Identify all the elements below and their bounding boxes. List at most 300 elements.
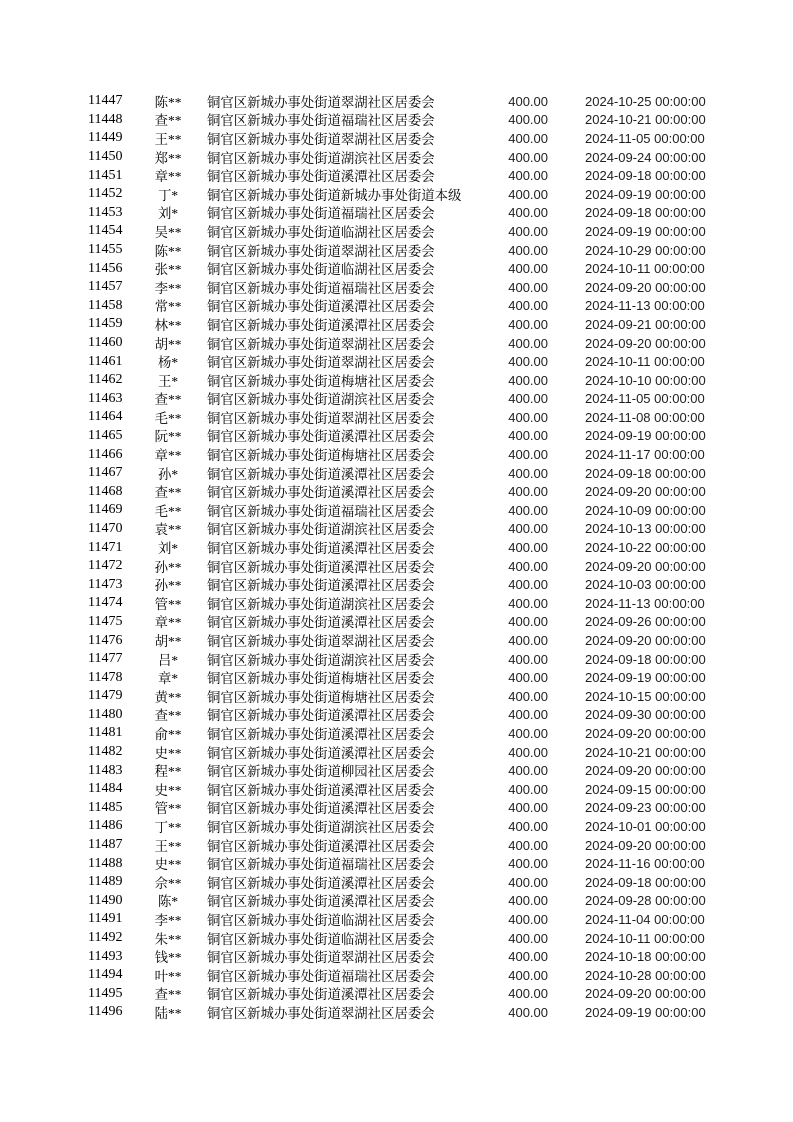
datetime: 2024-09-19 00:00:00	[585, 186, 706, 202]
datetime: 2024-09-20 00:00:00	[585, 763, 706, 779]
org-name: 铜官区新城办事处街道临湖社区居委会	[207, 912, 435, 928]
datetime: 2024-09-19 00:00:00	[585, 670, 706, 686]
datetime: 2024-09-23 00:00:00	[585, 800, 706, 816]
person-name: 刘*	[157, 206, 179, 222]
table-row	[88, 613, 715, 632]
datetime: 2024-09-20 00:00:00	[585, 335, 706, 351]
person-name: 吴**	[154, 224, 182, 240]
person-name: 黄**	[154, 689, 182, 705]
person-name: 章**	[154, 169, 182, 185]
datetime: 2024-09-28 00:00:00	[585, 893, 706, 909]
person-name: 王**	[154, 131, 182, 147]
org-name: 铜官区新城办事处街道溪潭社区居委会	[207, 559, 435, 575]
amount: 400.00	[508, 986, 548, 1002]
person-name: 刘*	[157, 541, 179, 557]
amount: 400.00	[508, 93, 548, 109]
row-id: 11491	[88, 911, 123, 927]
datetime: 2024-09-26 00:00:00	[585, 614, 706, 630]
datetime: 2024-10-11 00:00:00	[585, 261, 705, 277]
table-row	[88, 724, 715, 743]
amount: 400.00	[508, 911, 548, 927]
org-name: 铜官区新城办事处街道福瑞社区居委会	[207, 113, 435, 129]
person-name: 毛**	[154, 503, 182, 519]
datetime: 2024-09-19 00:00:00	[585, 428, 706, 444]
amount: 400.00	[508, 577, 548, 593]
amount: 400.00	[508, 223, 548, 239]
person-name: 李**	[154, 912, 182, 928]
table-row	[88, 947, 715, 966]
org-name: 铜官区新城办事处街道湖滨社区居委会	[207, 596, 435, 612]
datetime: 2024-09-20 00:00:00	[585, 279, 706, 295]
person-name: 郑**	[154, 150, 182, 166]
org-name: 铜官区新城办事处街道溪潭社区居委会	[207, 466, 435, 482]
amount: 400.00	[508, 279, 548, 295]
org-name: 铜官区新城办事处街道溪潭社区居委会	[207, 615, 435, 631]
amount: 400.00	[508, 893, 548, 909]
person-name: 杨*	[157, 355, 179, 371]
person-name: 胡**	[154, 634, 182, 650]
amount: 400.00	[508, 205, 548, 221]
row-id: 11483	[88, 762, 123, 778]
org-name: 铜官区新城办事处街道福瑞社区居委会	[207, 857, 435, 873]
amount: 400.00	[508, 391, 548, 407]
table-row	[88, 985, 715, 1004]
org-name: 铜官区新城办事处街道临湖社区居委会	[207, 931, 435, 947]
row-id: 11478	[88, 669, 123, 685]
datetime: 2024-11-13 00:00:00	[585, 595, 705, 611]
table-row	[88, 706, 715, 725]
row-id: 11495	[88, 985, 123, 1001]
org-name: 铜官区新城办事处街道梅塘社区居委会	[207, 373, 435, 389]
amount: 400.00	[508, 521, 548, 537]
table-row	[88, 222, 715, 241]
person-name: 丁**	[154, 819, 182, 835]
person-name: 吕*	[157, 652, 179, 668]
amount: 400.00	[508, 447, 548, 463]
org-name: 铜官区新城办事处街道溪潭社区居委会	[207, 894, 435, 910]
person-name: 章*	[157, 671, 179, 687]
table-row	[88, 836, 715, 855]
amount: 400.00	[508, 1004, 548, 1020]
amount: 400.00	[508, 409, 548, 425]
person-name: 史**	[154, 857, 182, 873]
row-id: 11470	[88, 520, 123, 536]
table-row	[88, 166, 715, 185]
row-id: 11456	[88, 260, 123, 276]
table-row	[88, 929, 715, 948]
amount: 400.00	[508, 484, 548, 500]
org-name: 铜官区新城办事处街道新城办事处街道本级	[207, 187, 462, 203]
row-id: 11496	[88, 1004, 123, 1020]
org-name: 铜官区新城办事处街道溪潭社区居委会	[207, 578, 435, 594]
datetime: 2024-11-05 00:00:00	[585, 391, 705, 407]
amount: 400.00	[508, 316, 548, 332]
org-name: 铜官区新城办事处街道溪潭社区居委会	[207, 317, 435, 333]
datetime: 2024-11-16 00:00:00	[585, 856, 705, 872]
org-name: 铜官区新城办事处街道溪潭社区居委会	[207, 485, 435, 501]
table-row	[88, 297, 715, 316]
org-name: 铜官区新城办事处街道福瑞社区居委会	[207, 503, 435, 519]
amount: 400.00	[508, 502, 548, 518]
amount: 400.00	[508, 837, 548, 853]
row-id: 11459	[88, 316, 123, 332]
table-row	[88, 259, 715, 278]
table-row	[88, 594, 715, 613]
row-id: 11477	[88, 651, 123, 667]
org-name: 铜官区新城办事处街道溪潭社区居委会	[207, 987, 435, 1003]
datetime: 2024-09-19 00:00:00	[585, 1004, 706, 1020]
table-row	[88, 966, 715, 985]
table-row	[88, 390, 715, 409]
amount: 400.00	[508, 818, 548, 834]
table-row	[88, 315, 715, 334]
table-row	[88, 148, 715, 167]
row-id: 11473	[88, 576, 123, 592]
amount: 400.00	[508, 428, 548, 444]
table-row	[88, 780, 715, 799]
org-name: 铜官区新城办事处街道溪潭社区居委会	[207, 541, 435, 557]
amount: 400.00	[508, 354, 548, 370]
person-name: 陈*	[157, 894, 179, 910]
datetime: 2024-11-08 00:00:00	[585, 409, 705, 425]
table-row	[88, 538, 715, 557]
person-name: 阮**	[154, 429, 182, 445]
person-name: 王**	[154, 838, 182, 854]
org-name: 铜官区新城办事处街道溪潭社区居委会	[207, 726, 435, 742]
table-row	[88, 892, 715, 911]
org-name: 铜官区新城办事处街道福瑞社区居委会	[207, 968, 435, 984]
person-name: 丁*	[157, 187, 179, 203]
datetime: 2024-10-25 00:00:00	[585, 93, 706, 109]
datetime: 2024-09-20 00:00:00	[585, 837, 706, 853]
amount: 400.00	[508, 372, 548, 388]
person-name: 史**	[154, 745, 182, 761]
table-row	[88, 631, 715, 650]
amount: 400.00	[508, 874, 548, 890]
datetime: 2024-10-11 00:00:00	[585, 930, 705, 946]
row-id: 11481	[88, 725, 123, 741]
row-id: 11460	[88, 335, 123, 351]
row-id: 11474	[88, 595, 123, 611]
person-name: 查**	[154, 392, 182, 408]
org-name: 铜官区新城办事处街道溪潭社区居委会	[207, 838, 435, 854]
amount: 400.00	[508, 670, 548, 686]
person-name: 钱**	[154, 950, 182, 966]
row-id: 11447	[88, 93, 123, 109]
org-name: 铜官区新城办事处街道溪潭社区居委会	[207, 745, 435, 761]
datetime: 2024-10-11 00:00:00	[585, 354, 705, 370]
table-row	[88, 650, 715, 669]
amount: 400.00	[508, 130, 548, 146]
row-id: 11475	[88, 613, 123, 629]
org-name: 铜官区新城办事处街道福瑞社区居委会	[207, 280, 435, 296]
datetime: 2024-09-24 00:00:00	[585, 149, 706, 165]
org-name: 铜官区新城办事处街道福瑞社区居委会	[207, 206, 435, 222]
row-id: 11457	[88, 279, 123, 295]
person-name: 袁**	[154, 522, 182, 538]
row-id: 11487	[88, 837, 123, 853]
org-name: 铜官区新城办事处街道溪潭社区居委会	[207, 782, 435, 798]
datetime: 2024-10-01 00:00:00	[585, 818, 706, 834]
row-id: 11494	[88, 967, 123, 983]
org-name: 铜官区新城办事处街道湖滨社区居委会	[207, 150, 435, 166]
row-id: 11449	[88, 130, 123, 146]
org-name: 铜官区新城办事处街道溪潭社区居委会	[207, 299, 435, 315]
row-id: 11484	[88, 781, 123, 797]
person-name: 查**	[154, 485, 182, 501]
datetime: 2024-10-13 00:00:00	[585, 521, 706, 537]
datetime: 2024-09-18 00:00:00	[585, 651, 706, 667]
table-row	[88, 557, 715, 576]
amount: 400.00	[508, 261, 548, 277]
org-name: 铜官区新城办事处街道翠湖社区居委会	[207, 950, 435, 966]
org-name: 铜官区新城办事处街道翠湖社区居委会	[207, 131, 435, 147]
row-id: 11482	[88, 744, 123, 760]
person-name: 管**	[154, 596, 182, 612]
amount: 400.00	[508, 651, 548, 667]
person-name: 章**	[154, 615, 182, 631]
person-name: 俞**	[154, 726, 182, 742]
datetime: 2024-10-29 00:00:00	[585, 242, 706, 258]
row-id: 11465	[88, 427, 123, 443]
datetime: 2024-10-21 00:00:00	[585, 112, 706, 128]
datetime: 2024-09-20 00:00:00	[585, 558, 706, 574]
table-row	[88, 482, 715, 501]
amount: 400.00	[508, 725, 548, 741]
person-name: 孙**	[154, 578, 182, 594]
person-name: 查**	[154, 113, 182, 129]
amount: 400.00	[508, 242, 548, 258]
org-name: 铜官区新城办事处街道湖滨社区居委会	[207, 522, 435, 538]
datetime: 2024-10-10 00:00:00	[585, 372, 706, 388]
org-name: 铜官区新城办事处街道湖滨社区居委会	[207, 819, 435, 835]
person-name: 史**	[154, 782, 182, 798]
table-row	[88, 1003, 715, 1022]
person-name: 孙**	[154, 559, 182, 575]
person-name: 林**	[154, 317, 182, 333]
datetime: 2024-10-03 00:00:00	[585, 577, 706, 593]
person-name: 张**	[154, 262, 182, 278]
row-id: 11472	[88, 558, 123, 574]
amount: 400.00	[508, 930, 548, 946]
org-name: 铜官区新城办事处街道溪潭社区居委会	[207, 875, 435, 891]
person-name: 查**	[154, 987, 182, 1003]
org-name: 铜官区新城办事处街道柳园社区居委会	[207, 764, 435, 780]
table-row	[88, 111, 715, 130]
person-name: 管**	[154, 801, 182, 817]
table-row	[88, 799, 715, 818]
org-name: 铜官区新城办事处街道翠湖社区居委会	[207, 336, 435, 352]
datetime: 2024-09-30 00:00:00	[585, 707, 706, 723]
row-id: 11471	[88, 539, 123, 555]
person-name: 查**	[154, 708, 182, 724]
amount: 400.00	[508, 298, 548, 314]
row-id: 11451	[88, 167, 123, 183]
org-name: 铜官区新城办事处街道溪潭社区居委会	[207, 708, 435, 724]
amount: 400.00	[508, 744, 548, 760]
amount: 400.00	[508, 186, 548, 202]
datetime: 2024-09-20 00:00:00	[585, 484, 706, 500]
table-row	[88, 520, 715, 539]
row-id: 11485	[88, 799, 123, 815]
row-id: 11462	[88, 372, 123, 388]
org-name: 铜官区新城办事处街道梅塘社区居委会	[207, 689, 435, 705]
datetime: 2024-09-18 00:00:00	[585, 205, 706, 221]
table-row	[88, 371, 715, 390]
person-name: 王*	[157, 373, 179, 389]
datetime: 2024-10-22 00:00:00	[585, 540, 706, 556]
row-id: 11489	[88, 874, 123, 890]
amount: 400.00	[508, 112, 548, 128]
amount: 400.00	[508, 633, 548, 649]
table-row	[88, 445, 715, 464]
row-id: 11452	[88, 186, 123, 202]
amount: 400.00	[508, 335, 548, 351]
table-row	[88, 185, 715, 204]
table-row	[88, 92, 715, 111]
datetime: 2024-10-09 00:00:00	[585, 502, 706, 518]
datetime: 2024-09-15 00:00:00	[585, 781, 706, 797]
org-name: 铜官区新城办事处街道梅塘社区居委会	[207, 671, 435, 687]
datetime: 2024-09-20 00:00:00	[585, 633, 706, 649]
row-id: 11493	[88, 948, 123, 964]
amount: 400.00	[508, 558, 548, 574]
table-row	[88, 668, 715, 687]
table-row	[88, 854, 715, 873]
amount: 400.00	[508, 168, 548, 184]
row-id: 11455	[88, 242, 123, 258]
table-row	[88, 278, 715, 297]
amount: 400.00	[508, 949, 548, 965]
row-id: 11479	[88, 688, 123, 704]
org-name: 铜官区新城办事处街道湖滨社区居委会	[207, 652, 435, 668]
amount: 400.00	[508, 763, 548, 779]
org-name: 铜官区新城办事处街道翠湖社区居委会	[207, 243, 435, 259]
row-id: 11463	[88, 390, 123, 406]
table-row	[88, 408, 715, 427]
table-row	[88, 241, 715, 260]
row-id: 11468	[88, 483, 123, 499]
datetime: 2024-10-28 00:00:00	[585, 967, 706, 983]
table-row	[88, 129, 715, 148]
table-row	[88, 575, 715, 594]
row-id: 11469	[88, 502, 123, 518]
org-name: 铜官区新城办事处街道溪潭社区居委会	[207, 169, 435, 185]
row-id: 11490	[88, 892, 123, 908]
table-row	[88, 910, 715, 929]
org-name: 铜官区新城办事处街道翠湖社区居委会	[207, 355, 435, 371]
row-id: 11454	[88, 223, 123, 239]
amount: 400.00	[508, 688, 548, 704]
row-id: 11450	[88, 149, 123, 165]
amount: 400.00	[508, 540, 548, 556]
table-row	[88, 204, 715, 223]
datetime: 2024-09-21 00:00:00	[585, 316, 706, 332]
amount: 400.00	[508, 614, 548, 630]
row-id: 11448	[88, 111, 123, 127]
row-id: 11492	[88, 930, 123, 946]
person-name: 毛**	[154, 410, 182, 426]
row-id: 11458	[88, 297, 123, 313]
amount: 400.00	[508, 967, 548, 983]
person-name: 孙*	[157, 466, 179, 482]
datetime: 2024-09-18 00:00:00	[585, 874, 706, 890]
datetime: 2024-10-21 00:00:00	[585, 744, 706, 760]
org-name: 铜官区新城办事处街道临湖社区居委会	[207, 224, 435, 240]
org-name: 铜官区新城办事处街道翠湖社区居委会	[207, 410, 435, 426]
datetime: 2024-09-18 00:00:00	[585, 168, 706, 184]
org-name: 铜官区新城办事处街道翠湖社区居委会	[207, 1005, 435, 1021]
table-row	[88, 743, 715, 762]
person-name: 胡**	[154, 336, 182, 352]
payment-table	[88, 92, 715, 1022]
person-name: 常**	[154, 299, 182, 315]
datetime: 2024-09-18 00:00:00	[585, 465, 706, 481]
table-row	[88, 873, 715, 892]
datetime: 2024-11-04 00:00:00	[585, 911, 705, 927]
person-name: 章**	[154, 448, 182, 464]
person-name: 叶**	[154, 968, 182, 984]
amount: 400.00	[508, 856, 548, 872]
table-row	[88, 687, 715, 706]
table-row	[88, 427, 715, 446]
datetime: 2024-11-05 00:00:00	[585, 130, 705, 146]
row-id: 11476	[88, 632, 123, 648]
table-row	[88, 334, 715, 353]
datetime: 2024-10-15 00:00:00	[585, 688, 706, 704]
person-name: 陈**	[154, 94, 182, 110]
org-name: 铜官区新城办事处街道翠湖社区居委会	[207, 94, 435, 110]
amount: 400.00	[508, 800, 548, 816]
row-id: 11486	[88, 818, 123, 834]
org-name: 铜官区新城办事处街道临湖社区居委会	[207, 262, 435, 278]
amount: 400.00	[508, 707, 548, 723]
table-row	[88, 501, 715, 520]
row-id: 11464	[88, 409, 123, 425]
datetime: 2024-09-20 00:00:00	[585, 986, 706, 1002]
org-name: 铜官区新城办事处街道翠湖社区居委会	[207, 634, 435, 650]
table-row	[88, 464, 715, 483]
org-name: 铜官区新城办事处街道溪潭社区居委会	[207, 801, 435, 817]
person-name: 佘**	[154, 875, 182, 891]
datetime: 2024-11-13 00:00:00	[585, 298, 705, 314]
amount: 400.00	[508, 595, 548, 611]
row-id: 11488	[88, 855, 123, 871]
datetime: 2024-09-19 00:00:00	[585, 223, 706, 239]
org-name: 铜官区新城办事处街道梅塘社区居委会	[207, 448, 435, 464]
row-id: 11467	[88, 465, 123, 481]
amount: 400.00	[508, 465, 548, 481]
amount: 400.00	[508, 149, 548, 165]
person-name: 朱**	[154, 931, 182, 947]
person-name: 程**	[154, 764, 182, 780]
row-id: 11461	[88, 353, 123, 369]
row-id: 11480	[88, 706, 123, 722]
row-id: 11466	[88, 446, 123, 462]
row-id: 11453	[88, 204, 123, 220]
datetime: 2024-11-17 00:00:00	[585, 447, 705, 463]
org-name: 铜官区新城办事处街道溪潭社区居委会	[207, 429, 435, 445]
datetime: 2024-10-18 00:00:00	[585, 949, 706, 965]
table-row	[88, 352, 715, 371]
org-name: 铜官区新城办事处街道湖滨社区居委会	[207, 392, 435, 408]
table-row	[88, 761, 715, 780]
person-name: 陆**	[154, 1005, 182, 1021]
person-name: 李**	[154, 280, 182, 296]
table-row	[88, 817, 715, 836]
person-name: 陈**	[154, 243, 182, 259]
amount: 400.00	[508, 781, 548, 797]
